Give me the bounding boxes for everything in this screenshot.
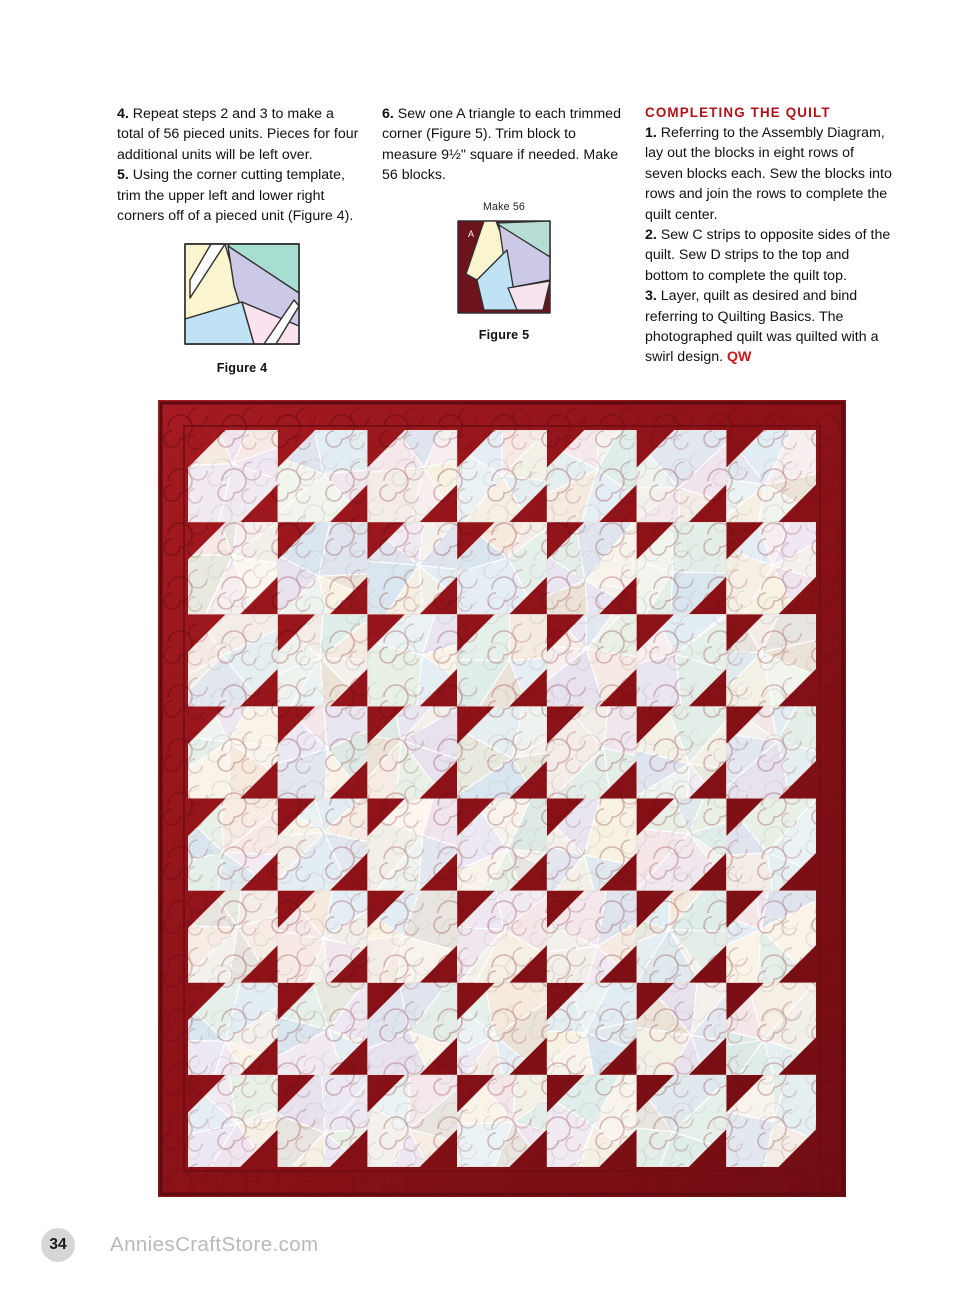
- completing-step-1-number: 1.: [645, 125, 657, 141]
- figure-5-make-label: Make 56: [482, 201, 526, 213]
- step-5-text: Using the corner cutting template, trim the upper left and lower right corners off of a pieced unit (Figure 4).: [117, 167, 354, 225]
- qw-logo-mark: QW: [727, 349, 752, 366]
- completing-step-3: [645, 286, 892, 368]
- page-footer: [0, 1228, 976, 1272]
- figure-5-caption: Figure 5: [478, 328, 530, 342]
- instruction-column-1: [117, 104, 364, 226]
- step-5-number: 5.: [117, 167, 129, 184]
- step-6-number: 6.: [382, 106, 394, 122]
- figure-4-diagram: [180, 240, 304, 348]
- completing-step-2: [645, 225, 892, 286]
- finished-quilt-photo: [158, 400, 846, 1197]
- step-4-number: 4.: [117, 106, 129, 122]
- completing-step-3-number: 3.: [645, 288, 657, 305]
- step-4: [117, 104, 364, 165]
- instruction-column-2: [382, 104, 629, 186]
- completing-step-1: [645, 123, 892, 225]
- page-number-badge: 34: [41, 1228, 75, 1262]
- step-6: [382, 104, 629, 186]
- completing-step-2-number: 2.: [645, 227, 657, 244]
- step-5: [117, 165, 364, 226]
- completing-step-3-text: Layer, quilt as desired and bind referring to Quilting Basics. The photographed quilt was quilted with a swirl design.: [645, 288, 879, 366]
- section-heading-completing-the-quilt: COMPLETING THE QUILT: [645, 105, 831, 120]
- site-url-text: AnniesCraftStore.com: [110, 1233, 319, 1256]
- figure-5: [440, 201, 568, 342]
- step-4-text: Repeat steps 2 and 3 to make a total of 56 pieced units. Pieces for four additional units will be left over.: [117, 106, 359, 163]
- completing-step-2-text: Sew C strips to opposite sides of the quilt. Sew D strips to the top and bottom to complete the quilt top.: [645, 227, 891, 284]
- step-6-text: Sew one A triangle to each trimmed corner (Figure 5). Trim block to measure 9½" square if needed. Make 56 blocks.: [382, 106, 621, 184]
- figure-4-caption: Figure 4: [216, 361, 268, 375]
- quilt-illustration: [158, 400, 846, 1197]
- instruction-column-3: [645, 104, 892, 368]
- figure-5-diagram: [455, 218, 553, 316]
- figure-5-piece-a-label: A: [468, 229, 475, 239]
- figure-4: [167, 240, 317, 375]
- completing-step-1-text: Referring to the Assembly Diagram, lay out the blocks in eight rows of seven blocks each. Sew the blocks into rows and join the rows to complete the quilt center.: [645, 125, 892, 223]
